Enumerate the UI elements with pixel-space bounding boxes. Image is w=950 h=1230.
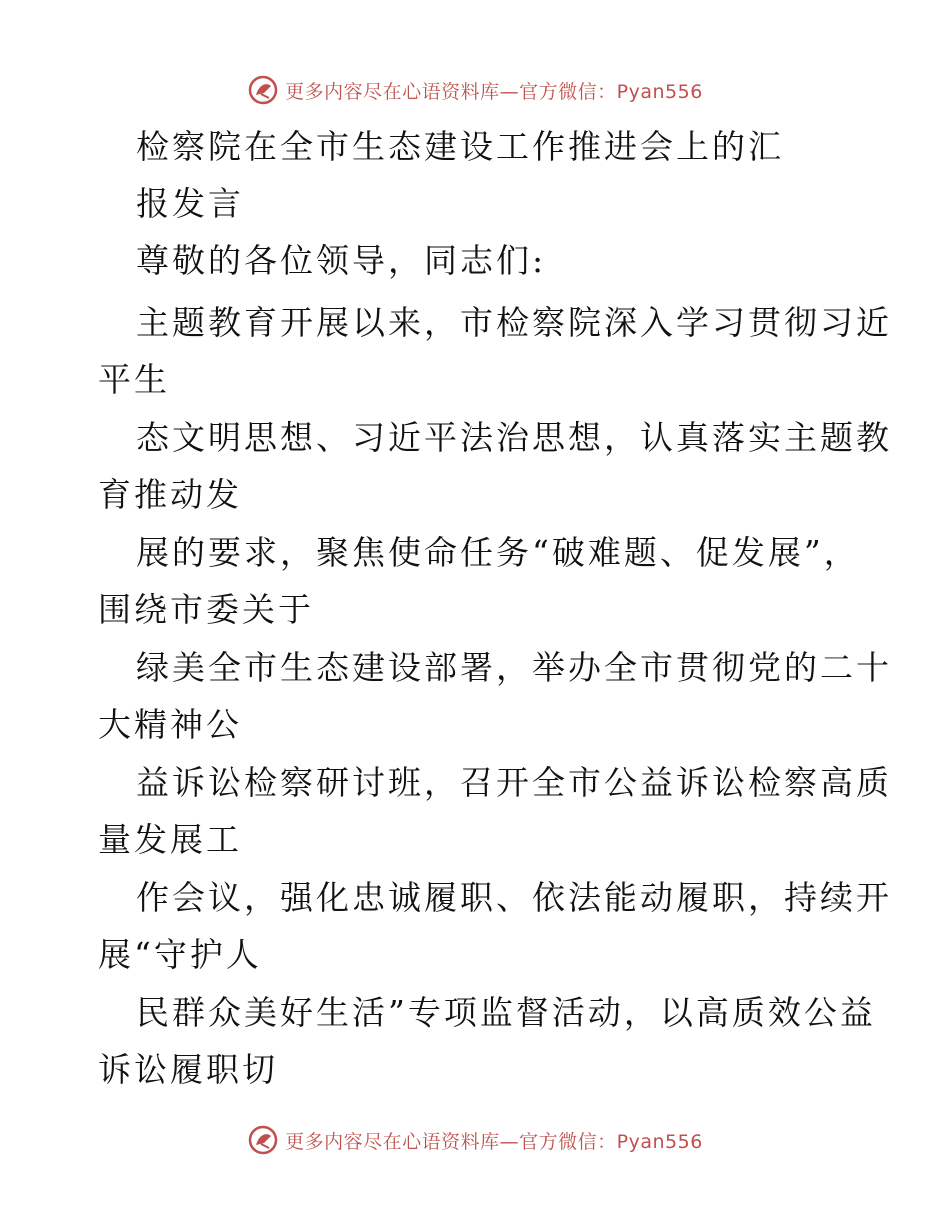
paragraph-line: 民群众美好生活”专项监督活动，以高质效公益: [136, 993, 876, 1032]
paragraph-line: 育推动发: [98, 475, 242, 514]
header-banner-text: 更多内容尽在心语资料库—官方微信：Pyan556: [285, 80, 703, 103]
footer-banner-text: 更多内容尽在心语资料库—官方微信：Pyan556: [285, 1130, 703, 1153]
paragraph-line: 展的要求，聚焦使命任务“破难题、促发展”，: [136, 533, 860, 572]
paragraph-line: 诉讼履职切: [98, 1050, 278, 1089]
paragraph-line: 平生: [98, 360, 170, 399]
title-line-2: 报发言: [136, 184, 244, 223]
watermark-logo-icon: [247, 74, 279, 106]
paragraph-line: 展“守护人: [98, 935, 262, 974]
footer-banner: [0, 1120, 950, 1160]
paragraph-line: 围绕市委关于: [98, 590, 314, 629]
paragraph-line: 量发展工: [98, 820, 242, 859]
salutation: 尊敬的各位领导，同志们:: [136, 241, 547, 280]
header-banner: [0, 70, 950, 110]
paragraph-line: 态文明思想、习近平法治思想，认真落实主题教: [136, 418, 892, 457]
title-line-1: 检察院在全市生态建设工作推进会上的汇: [136, 127, 784, 166]
paragraph-line: 主题教育开展以来，市检察院深入学习贯彻习近: [136, 303, 892, 342]
paragraph-line: 益诉讼检察研讨班，召开全市公益诉讼检察高质: [136, 763, 892, 802]
paragraph-line: 作会议，强化忠诚履职、依法能动履职，持续开: [136, 878, 892, 917]
paragraph-line: 绿美全市生态建设部署，举办全市贯彻党的二十: [136, 648, 892, 687]
watermark-logo-icon: [247, 1124, 279, 1156]
paragraph-line: 大精神公: [98, 705, 242, 744]
